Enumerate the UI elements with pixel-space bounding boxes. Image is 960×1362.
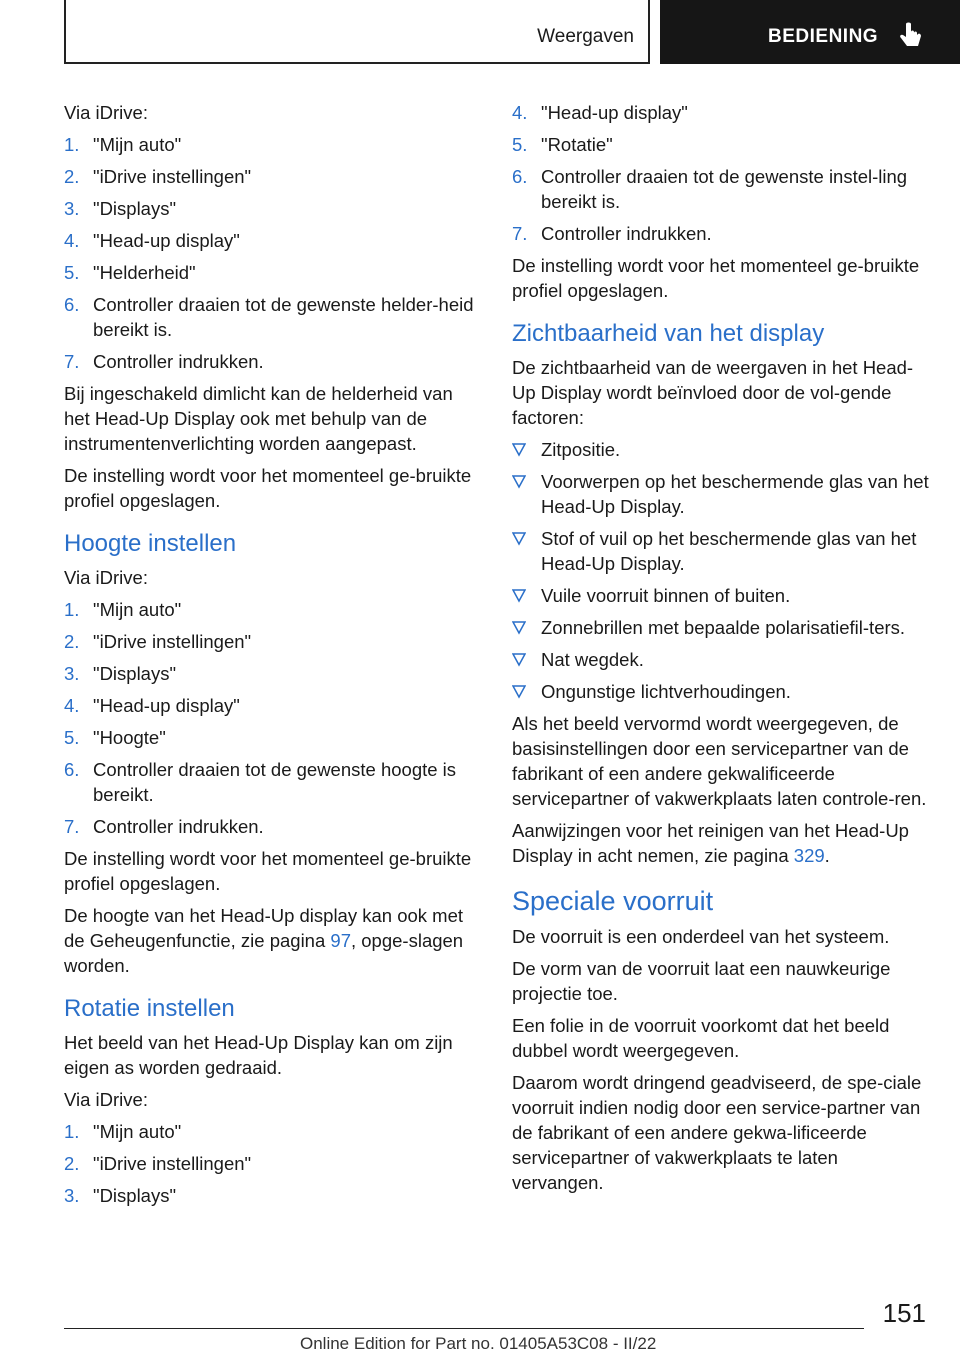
page-number: 151 [882,1298,926,1328]
step-item [512,132,930,157]
step-text: "Head-up display" [541,102,688,123]
step-text: Controller indrukken. [93,351,264,372]
list-item-text: Nat wegdek. [541,649,644,670]
step-text: "iDrive instellingen" [93,631,252,652]
body-paragraph: Als het beeld vervormd wordt weergegeven, de basisinstellingen door een servicepartner van de fabrikant of een andere gekwalificeerde servicepartner of vakwerkplaats laten controle-ren. [512,713,927,809]
body-paragraph: Bij ingeschakeld dimlicht kan de helderheid van het Head-Up Display ook met behulp van de instrumentenverlichting worden aangepast. [64,383,453,454]
triangle-bullet-icon [512,469,526,494]
step-number: 5. [512,134,528,155]
list-item-text: Ongunstige lichtverhoudingen. [541,681,791,702]
triangle-bullet-icon [512,679,526,704]
step-number: 4. [64,695,80,716]
body-paragraph: De instelling wordt voor het momenteel ge-bruikte profiel opgeslagen. [64,848,472,894]
visibility-factors-list [512,437,930,704]
section-heading-windshield: Speciale voorruit [512,886,714,916]
header-section-title: Weergaven [537,26,634,47]
step-item [64,757,476,807]
step-text: "Mijn auto" [93,599,182,620]
step-text: "Mijn auto" [93,134,182,155]
step-number: 4. [64,230,80,251]
body-paragraph: De instelling wordt voor het momenteel ge-bruikte profiel opgeslagen. [512,255,920,301]
triangle-bullet-icon [512,583,526,608]
list-item-text: Vuile voorruit binnen of buiten. [541,585,791,606]
rotation-steps [64,1119,476,1208]
page-link-97[interactable]: 97 [330,930,351,951]
step-item [64,292,476,342]
triangle-bullet-icon [512,647,526,672]
list-item-text: Voorwerpen op het beschermende glas van het Head-Up Display. [541,471,929,517]
header-section-box [64,0,650,64]
step-text: "Hoogte" [93,727,166,748]
header-chapter-title: BEDIENING [768,26,879,47]
list-item [512,679,930,704]
pointing-hand-icon [898,22,924,50]
height-steps [64,597,476,839]
step-item [64,814,476,839]
paragraph-text: , opge-slagen worden. [64,930,464,976]
paragraph-text: Aanwijzingen voor het reinigen van het Head-Up Display in acht nemen, zie pagina [512,820,909,866]
section-heading-height: Hoogte instellen [64,530,237,557]
section-heading-visibility: Zichtbaarheid van het display [512,320,825,347]
brightness-steps [64,132,476,374]
step-number: 2. [64,1153,80,1174]
section-heading-rotation: Rotatie instellen [64,995,235,1022]
step-item [64,132,476,157]
step-number: 6. [64,294,80,315]
step-item [64,661,476,686]
step-text: "iDrive instellingen" [93,1153,252,1174]
intro-text: Via iDrive: [64,102,148,123]
step-item [512,221,930,246]
body-paragraph [64,903,476,978]
list-item [512,526,930,576]
step-number: 1. [64,134,80,155]
intro-text: Via iDrive: [64,567,148,588]
list-item [512,583,930,608]
step-text: Controller draaien tot de gewenste instel-ling bereikt is. [541,166,908,212]
step-text: "Head-up display" [93,230,240,251]
step-number: 6. [64,759,80,780]
step-text: "Mijn auto" [93,1121,182,1142]
step-text: "Displays" [93,198,177,219]
step-text: Controller indrukken. [541,223,712,244]
step-number: 7. [64,351,80,372]
footer-divider [64,1328,864,1329]
right-column [512,100,930,1202]
list-item [512,647,930,672]
step-text: "Rotatie" [541,134,613,155]
step-text: Controller draaien tot de gewenste helder-heid bereikt is. [93,294,474,340]
step-item [512,164,930,214]
step-item [64,1119,476,1144]
step-text: "Head-up display" [93,695,240,716]
triangle-bullet-icon [512,526,526,551]
step-number: 3. [64,198,80,219]
step-number: 2. [64,631,80,652]
list-item-text: Stof of vuil op het beschermende glas van het Head-Up Display. [541,528,917,574]
body-paragraph: De vorm van de voorruit laat een nauwkeurige projectie toe. [512,958,891,1004]
step-item [64,597,476,622]
step-number: 7. [64,816,80,837]
step-item [64,260,476,285]
step-item [64,164,476,189]
list-item [512,615,930,640]
paragraph-text: De hoogte van het Head-Up display kan ook met de Geheugenfunctie, zie pagina [64,905,464,951]
step-number: 6. [512,166,528,187]
step-text: Controller draaien tot de gewenste hoogte is bereikt. [93,759,457,805]
footer-edition: Online Edition for Part no. 01405A53C08 - II/22 [300,1334,657,1353]
step-number: 3. [64,1185,80,1206]
left-column [64,100,476,1215]
list-item [512,437,930,462]
intro-text: Via iDrive: [64,1089,148,1110]
step-text: "iDrive instellingen" [93,166,252,187]
step-number: 5. [64,727,80,748]
body-paragraph: De voorruit is een onderdeel van het systeem. [512,926,890,947]
step-item [512,100,930,125]
step-text: "Helderheid" [93,262,196,283]
body-paragraph [512,818,930,868]
step-number: 1. [64,599,80,620]
step-item [64,1151,476,1176]
rotation-steps-continued [512,100,930,246]
triangle-bullet-icon [512,615,526,640]
step-item [64,725,476,750]
body-paragraph: Een folie in de voorruit voorkomt dat het beeld dubbel wordt weergegeven. [512,1015,890,1061]
list-item [512,469,930,519]
step-number: 1. [64,1121,80,1142]
paragraph-text: . [824,845,830,866]
step-item [64,693,476,718]
step-item [64,629,476,654]
list-item-text: Zitpositie. [541,439,621,460]
body-paragraph: Daarom wordt dringend geadviseerd, de spe-ciale voorruit indien nodig door een service-partner van de fabrikant of een andere gekwa-lificeerde servicepartner of vakwerkplaats te laten vervangen. [512,1072,922,1193]
step-number: 5. [64,262,80,283]
step-item [64,228,476,253]
list-item-text: Zonnebrillen met bepaalde polarisatiefil-ters. [541,617,906,638]
step-number: 2. [64,166,80,187]
step-item [64,196,476,221]
step-number: 3. [64,663,80,684]
body-paragraph: De zichtbaarheid van de weergaven in het Head-Up Display wordt beïnvloed door de vol-gende factoren: [512,357,914,428]
step-text: "Displays" [93,1185,177,1206]
step-text: "Displays" [93,663,177,684]
step-number: 4. [512,102,528,123]
body-paragraph: Het beeld van het Head-Up Display kan om zijn eigen as worden gedraaid. [64,1032,453,1078]
step-item [64,1183,476,1208]
body-paragraph: De instelling wordt voor het momenteel ge-bruikte profiel opgeslagen. [64,465,472,511]
page-link-329[interactable]: 329 [793,845,825,866]
step-number: 7. [512,223,528,244]
header-chapter-box [660,0,960,64]
step-text: Controller indrukken. [93,816,264,837]
step-item [64,349,476,374]
triangle-bullet-icon [512,437,526,462]
